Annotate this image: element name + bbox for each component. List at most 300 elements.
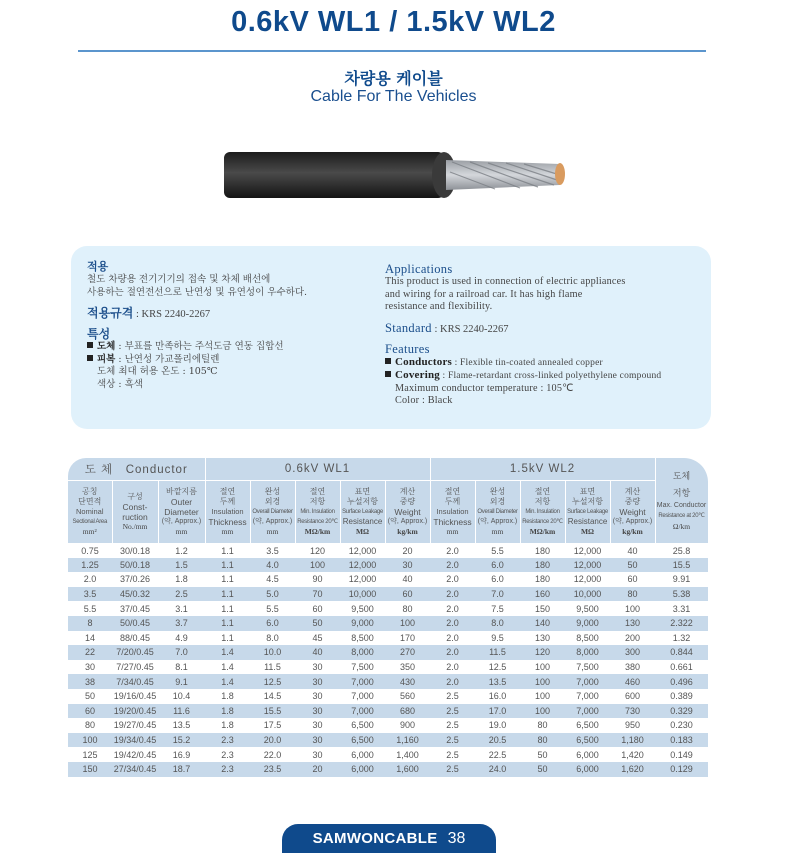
table-cell: 16.9 <box>158 747 205 762</box>
table-cell: 50 <box>610 558 655 573</box>
table-cell: 460 <box>610 674 655 689</box>
table-cell: 13.5 <box>158 718 205 733</box>
table-cell: 730 <box>610 704 655 719</box>
table-cell: 30 <box>295 660 340 675</box>
table-cell: 7.0 <box>158 645 205 660</box>
table-cell: 2.0 <box>430 660 475 675</box>
table-cell: 0.230 <box>655 718 708 733</box>
table-cell: 8.0 <box>475 616 520 631</box>
table-cell: 2.0 <box>430 587 475 602</box>
table-cell: 12,000 <box>565 543 610 558</box>
table-row <box>68 645 708 660</box>
table-cell: 8.1 <box>158 660 205 675</box>
table-cell: 15.2 <box>158 733 205 748</box>
header-en: Max. Conductor <box>656 502 707 510</box>
header-en: (약, Approx.) <box>252 517 293 525</box>
table-cell: 14.5 <box>250 689 295 704</box>
standard-line-ko <box>87 304 387 322</box>
col-outer-diameter <box>158 480 205 543</box>
header-ko: 누설저항 <box>347 496 378 506</box>
table-cell: 50 <box>68 689 112 704</box>
applications-text-ko-1: 철도 차량용 전기기기의 접속 및 차체 배선에 <box>87 274 271 285</box>
table-cell: 8,000 <box>565 645 610 660</box>
feature-conductor-en <box>385 356 705 370</box>
col-wl1-overall-diameter <box>250 480 295 543</box>
table-cell: 12,000 <box>565 558 610 573</box>
header-en: Min. Insulation <box>525 508 560 515</box>
header-ko: 표면 <box>579 486 596 496</box>
table-cell: 6.0 <box>475 572 520 587</box>
table-cell: 12.5 <box>250 674 295 689</box>
table-cell: 30 <box>295 674 340 689</box>
col-conductor-resistance <box>655 458 708 543</box>
header-en: Surface Leakage <box>567 508 608 515</box>
table-cell: 8,000 <box>340 645 385 660</box>
table-cell: 60 <box>295 601 340 616</box>
header-en: (약, Approx.) <box>161 517 202 525</box>
table-cell: 9,500 <box>340 601 385 616</box>
header-en: Overall Diameter <box>252 508 293 515</box>
table-cell: 300 <box>610 645 655 660</box>
header-en: Insulation <box>211 506 244 516</box>
col-nominal-area <box>68 480 112 543</box>
table-cell: 4.5 <box>250 572 295 587</box>
table-row <box>68 572 708 587</box>
header-ko: 계산 <box>399 486 416 496</box>
table-cell: 430 <box>385 674 430 689</box>
table-cell: 50/0.18 <box>112 558 158 573</box>
table-cell: 7/27/0.45 <box>112 660 158 675</box>
table-cell: 100 <box>520 689 565 704</box>
table-cell: 0.129 <box>655 762 708 777</box>
table-cell: 50/0.45 <box>112 616 158 631</box>
table-cell: 27/34/0.45 <box>112 762 158 777</box>
header-ko: 저항 <box>672 489 691 500</box>
table-cell: 560 <box>385 689 430 704</box>
table-cell: 6,000 <box>565 747 610 762</box>
table-cell: 7/20/0.45 <box>112 645 158 660</box>
header-ko: 바깥지름 <box>166 486 197 496</box>
table-row <box>68 689 708 704</box>
table-cell: 6,000 <box>565 762 610 777</box>
table-cell: 4.9 <box>158 631 205 646</box>
table-cell: 1.1 <box>205 543 250 558</box>
header-unit: mm <box>175 526 188 536</box>
table-cell: 140 <box>520 616 565 631</box>
applications-text-en-2: and wiring for a railroad car. It has high flame <box>385 288 583 300</box>
header-ko: 외경 <box>264 496 281 506</box>
table-cell: 6,000 <box>340 762 385 777</box>
table-cell: 2.5 <box>430 762 475 777</box>
table-cell: 11.5 <box>475 645 520 660</box>
table-cell: 8,500 <box>565 631 610 646</box>
footer-brand: SAMWONCABLE <box>312 830 438 847</box>
col-wl1-insulation-resistance <box>295 480 340 543</box>
table-cell: 20 <box>385 543 430 558</box>
table-group-header <box>68 458 708 480</box>
table-cell: 6,500 <box>340 733 385 748</box>
table-cell: 1.8 <box>205 689 250 704</box>
table-cell: 30 <box>295 704 340 719</box>
table-cell: 50 <box>520 747 565 762</box>
table-cell: 25.8 <box>655 543 708 558</box>
table-cell: 1.2 <box>158 543 205 558</box>
table-cell: 10.0 <box>250 645 295 660</box>
table-cell: 13.5 <box>475 674 520 689</box>
table-cell: 10.4 <box>158 689 205 704</box>
table-cell: 2.0 <box>430 645 475 660</box>
header-en: Weight <box>394 506 421 517</box>
table-cell: 6,500 <box>565 733 610 748</box>
table-cell: 1.1 <box>205 558 250 573</box>
table-cell: 12,000 <box>565 572 610 587</box>
table-cell: 2.5 <box>430 747 475 762</box>
table-cell: 80 <box>610 587 655 602</box>
header-en: Insulation <box>436 506 469 516</box>
standard-value-ko: : KRS 2240-2267 <box>133 309 211 320</box>
table-cell: 1,420 <box>610 747 655 762</box>
table-cell: 19.0 <box>475 718 520 733</box>
header-en: Overall Diameter <box>477 508 518 515</box>
table-cell: 88/0.45 <box>112 631 158 646</box>
table-cell: 3.5 <box>250 543 295 558</box>
table-cell: 23.5 <box>250 762 295 777</box>
table-cell: 1,400 <box>385 747 430 762</box>
table-cell: 70 <box>295 587 340 602</box>
header-unit: kg/km <box>622 526 643 536</box>
header-ko: 외경 <box>489 496 506 506</box>
table-cell: 0.149 <box>655 747 708 762</box>
table-body <box>68 543 708 777</box>
table-cell: 180 <box>520 572 565 587</box>
table-cell: 180 <box>520 543 565 558</box>
feature-covering-ko <box>87 354 387 367</box>
table-cell: 1.4 <box>205 660 250 675</box>
table-cell: 12,000 <box>340 558 385 573</box>
feature-color-ko: 색상 : 흑색 <box>97 378 143 390</box>
table-cell: 19/42/0.45 <box>112 747 158 762</box>
table-cell: 1.1 <box>205 587 250 602</box>
footer-tab <box>282 824 496 853</box>
header-ko: 단면적 <box>78 496 102 506</box>
header-ko: 도체 <box>672 472 691 483</box>
table-cell: 3.1 <box>158 601 205 616</box>
table-cell: 6.0 <box>475 558 520 573</box>
table-cell: 170 <box>385 631 430 646</box>
table-cell: 120 <box>520 645 565 660</box>
table-cell: 2.0 <box>430 601 475 616</box>
table-cell: 0.389 <box>655 689 708 704</box>
header-ko: 저항 <box>534 496 551 506</box>
header-unit: Ω/km <box>672 522 691 532</box>
header-unit: mm <box>491 526 504 536</box>
table-cell: 3.5 <box>68 587 112 602</box>
info-english <box>385 262 705 408</box>
table-cell: 2.3 <box>205 762 250 777</box>
table-cell: 2.5 <box>430 704 475 719</box>
bullet-icon <box>385 371 391 377</box>
features-heading-en: Features <box>385 341 430 356</box>
table-cell: 5.0 <box>250 587 295 602</box>
header-en: Min. Insulation <box>300 508 335 515</box>
table-cell: 7,000 <box>565 674 610 689</box>
header-en: Resistance at 20℃ <box>658 513 705 520</box>
header-ko: 절연 <box>444 486 461 496</box>
standard-heading-ko: 적용규격 <box>87 306 134 320</box>
table-cell: 11.5 <box>250 660 295 675</box>
table-cell: 10,000 <box>340 587 385 602</box>
table-cell: 2.322 <box>655 616 708 631</box>
table-cell: 2.5 <box>430 689 475 704</box>
table-cell: 7,000 <box>565 689 610 704</box>
table-cell: 80 <box>68 718 112 733</box>
table-cell: 17.5 <box>250 718 295 733</box>
table-cell: 0.329 <box>655 704 708 719</box>
table-cell: 9.91 <box>655 572 708 587</box>
header-en: Thickness <box>208 516 247 527</box>
header-ko: 두께 <box>444 496 461 506</box>
header-ko: 누설저항 <box>572 496 603 506</box>
table-cell: 1.8 <box>205 704 250 719</box>
col-wl1-weight <box>385 480 430 543</box>
table-cell: 8,500 <box>340 631 385 646</box>
table-cell: 22.0 <box>250 747 295 762</box>
table-row <box>68 762 708 777</box>
table-cell: 37/0.26 <box>112 572 158 587</box>
applications-text-en-1: This product is used in connection of electric appliances <box>385 276 626 287</box>
table-cell: 950 <box>610 718 655 733</box>
feature-covering-en <box>385 369 705 383</box>
header-ko: 완성 <box>264 486 281 496</box>
table-cell: 100 <box>610 601 655 616</box>
table-cell: 1.5 <box>158 558 205 573</box>
header-ko: 구성 <box>127 491 143 501</box>
table-row <box>68 660 708 675</box>
table-cell: 200 <box>610 631 655 646</box>
header-ko: 계산 <box>624 486 641 496</box>
table-cell: 60 <box>385 587 430 602</box>
header-ko: 절연 <box>534 486 551 496</box>
header-en: Surface Leakage <box>342 508 383 515</box>
table-cell: 6,500 <box>565 718 610 733</box>
feature-term: 도체 <box>97 341 116 352</box>
table-cell: 10,000 <box>565 587 610 602</box>
header-en: Diameter <box>164 506 199 517</box>
table-cell: 100 <box>520 674 565 689</box>
table-cell: 22 <box>68 645 112 660</box>
table-cell: 1,160 <box>385 733 430 748</box>
table-cell: 12,000 <box>340 572 385 587</box>
table-cell: 2.0 <box>430 616 475 631</box>
table-cell: 9,500 <box>565 601 610 616</box>
table-cell: 9,000 <box>340 616 385 631</box>
feature-term: Conductors <box>395 355 453 368</box>
table-cell: 20.5 <box>475 733 520 748</box>
table-cell: 0.844 <box>655 645 708 660</box>
bullet-icon <box>385 358 391 364</box>
group-conductor: 도 체 Conductor <box>68 458 205 480</box>
table-cell: 2.5 <box>430 733 475 748</box>
table-cell: 45 <box>295 631 340 646</box>
header-unit: kg/km <box>397 526 418 536</box>
table-cell: 8.0 <box>250 631 295 646</box>
header-unit: MΩ <box>355 526 370 536</box>
table-cell: 30 <box>295 718 340 733</box>
table-row <box>68 543 708 558</box>
header-ko: 저항 <box>309 496 326 506</box>
feature-text: : Flame-retardant cross-linked polyethylene compound <box>439 371 662 381</box>
table-cell: 5.5 <box>68 601 112 616</box>
table-cell: 7,000 <box>340 674 385 689</box>
table-cell: 1,620 <box>610 762 655 777</box>
header-en: Thickness <box>433 516 472 527</box>
page-title: 0.6kV WL1 / 1.5kV WL2 <box>231 6 556 38</box>
table-cell: 2.0 <box>430 631 475 646</box>
table-cell: 14 <box>68 631 112 646</box>
table-cell: 350 <box>385 660 430 675</box>
feature-conductor-ko <box>87 341 387 354</box>
applications-text-en-3: resistance and flexibility. <box>385 301 493 312</box>
bullet-icon <box>87 355 93 361</box>
table-cell: 100 <box>385 616 430 631</box>
header-unit: MΩ/km <box>529 526 556 536</box>
table-cell: 150 <box>520 601 565 616</box>
table-cell: 18.7 <box>158 762 205 777</box>
table-row <box>68 587 708 602</box>
header-ko: 공칭 <box>82 486 98 496</box>
table-cell: 1.1 <box>205 631 250 646</box>
table-cell: 0.496 <box>655 674 708 689</box>
table-cell: 12,000 <box>340 543 385 558</box>
table-cell: 1.1 <box>205 601 250 616</box>
table-cell: 30 <box>295 747 340 762</box>
table-column-header <box>68 480 708 543</box>
header-en: ruction <box>122 511 148 522</box>
table-cell: 0.75 <box>68 543 112 558</box>
feature-term: Covering <box>395 369 440 381</box>
table-cell: 7,000 <box>340 704 385 719</box>
table-cell: 30 <box>295 689 340 704</box>
header-ko: 절연 <box>309 486 326 496</box>
table-row <box>68 674 708 689</box>
table-cell: 80 <box>520 718 565 733</box>
table-cell: 4.0 <box>250 558 295 573</box>
table-cell: 7,000 <box>565 704 610 719</box>
table-cell: 22.5 <box>475 747 520 762</box>
table-cell: 2.0 <box>68 572 112 587</box>
table-cell: 9,000 <box>565 616 610 631</box>
table-cell: 5.5 <box>250 601 295 616</box>
header-ko: 두께 <box>219 496 236 506</box>
table-cell: 1.4 <box>205 645 250 660</box>
table-cell: 8 <box>68 616 112 631</box>
page-number: 38 <box>447 829 466 847</box>
subtitle-english: Cable For The Vehicles <box>310 88 477 105</box>
table-cell: 6,500 <box>340 718 385 733</box>
table-cell: 20.0 <box>250 733 295 748</box>
table-cell: 125 <box>68 747 112 762</box>
header-en: Resistance <box>567 516 608 526</box>
table-cell: 600 <box>610 689 655 704</box>
header-unit: MΩ <box>580 526 595 536</box>
col-wl1-insulation-thickness <box>205 480 250 543</box>
table-cell: 60 <box>68 704 112 719</box>
applications-text-ko-2: 사용하는 절연전선으로 난연성 및 유연성이 우수하다. <box>87 286 308 298</box>
table-cell: 9.5 <box>475 631 520 646</box>
table-cell: 1.1 <box>205 616 250 631</box>
feature-temperature-ko: 도체 최대 허용 온도 : 105℃ <box>97 366 218 377</box>
header-en: Sectional Area <box>72 518 107 525</box>
table-cell: 1.4 <box>205 674 250 689</box>
table-row <box>68 718 708 733</box>
table-cell: 12.5 <box>475 660 520 675</box>
table-cell: 380 <box>610 660 655 675</box>
table-cell: 15.5 <box>655 558 708 573</box>
table-cell: 3.31 <box>655 601 708 616</box>
table-row <box>68 733 708 748</box>
table-cell: 7,500 <box>565 660 610 675</box>
feature-color-en: Color : Black <box>395 395 453 406</box>
table-row <box>68 601 708 616</box>
table-cell: 1,600 <box>385 762 430 777</box>
table-cell: 1.25 <box>68 558 112 573</box>
table-cell: 7.5 <box>475 601 520 616</box>
table-cell: 7,500 <box>340 660 385 675</box>
table-row <box>68 631 708 646</box>
table-cell: 40 <box>385 572 430 587</box>
title-divider <box>78 50 706 52</box>
subtitle-korean: 차량용 케이블 <box>344 69 443 88</box>
table-cell: 3.7 <box>158 616 205 631</box>
table-cell: 180 <box>520 558 565 573</box>
col-wl2-insulation-thickness <box>430 480 475 543</box>
col-wl2-weight <box>610 480 655 543</box>
table-cell: 7,000 <box>340 689 385 704</box>
table-cell: 80 <box>385 601 430 616</box>
col-wl2-overall-diameter <box>475 480 520 543</box>
table-cell: 7.0 <box>475 587 520 602</box>
table-cell: 38 <box>68 674 112 689</box>
header-ko: 중량 <box>624 496 641 506</box>
table-row <box>68 616 708 631</box>
table-cell: 37/0.45 <box>112 601 158 616</box>
table-cell: 45/0.32 <box>112 587 158 602</box>
header-unit: mm <box>446 526 459 536</box>
feature-text: : Flexible tin-coated annealed copper <box>452 357 603 368</box>
table-cell: 60 <box>610 572 655 587</box>
info-panel <box>71 246 711 429</box>
header-ko: 중량 <box>399 496 416 506</box>
table-cell: 40 <box>610 543 655 558</box>
table-cell: 2.3 <box>205 747 250 762</box>
header-unit: mm² <box>82 526 97 536</box>
table-cell: 1.8 <box>205 718 250 733</box>
table-cell: 2.3 <box>205 733 250 748</box>
table-cell: 0.183 <box>655 733 708 748</box>
features-heading-ko: 특성 <box>87 327 111 341</box>
standard-value-en: : KRS 2240-2267 <box>431 323 509 335</box>
header-unit: mm <box>266 526 279 536</box>
table-cell: 0.661 <box>655 660 708 675</box>
table-cell: 19/34/0.45 <box>112 733 158 748</box>
table-cell: 270 <box>385 645 430 660</box>
table-cell: 2.0 <box>430 674 475 689</box>
bullet-icon <box>87 342 93 348</box>
table-cell: 7/34/0.45 <box>112 674 158 689</box>
header-en: Resistance <box>342 516 383 526</box>
standard-heading-en: Standard <box>385 320 432 335</box>
table-cell: 1.1 <box>205 572 250 587</box>
